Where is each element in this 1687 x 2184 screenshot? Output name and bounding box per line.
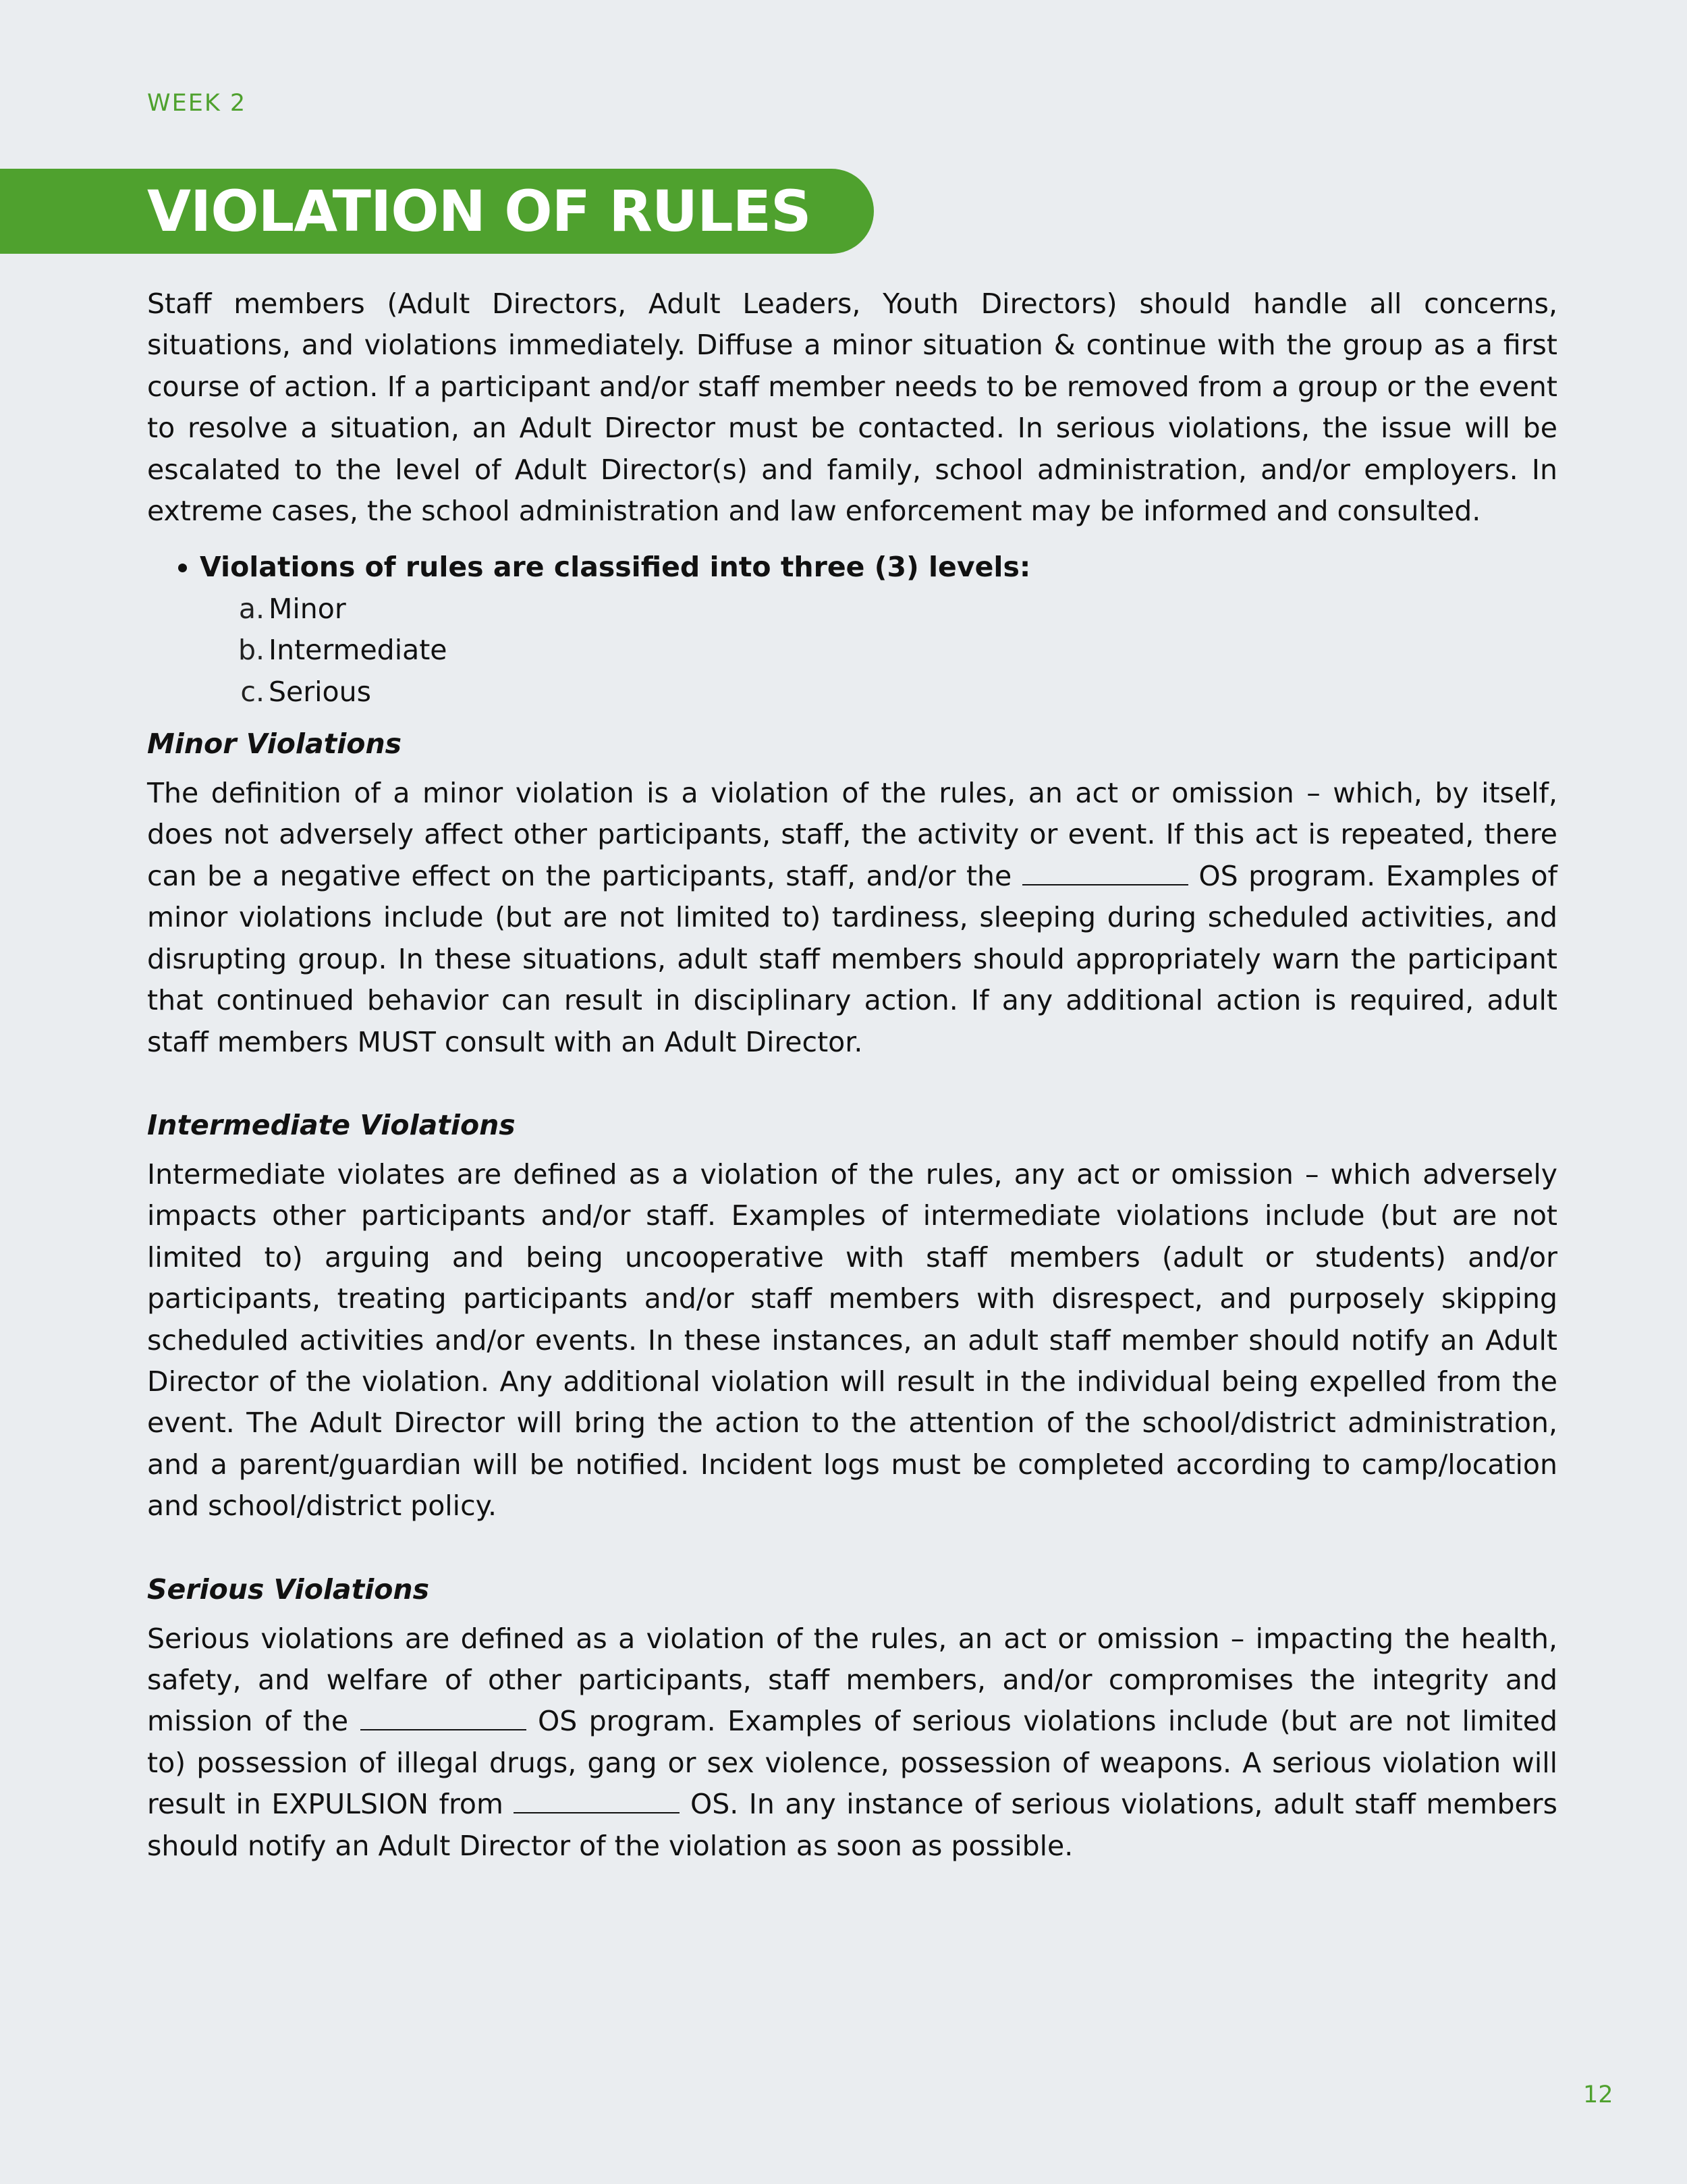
fill-in-blank	[514, 1812, 680, 1813]
levels-bullet	[200, 547, 1557, 713]
intro-paragraph: Staff members (Adult Directors, Adult Leaders, Youth Directors) should handle all concerns, situations, and violations immediately. Diffuse a minor situation & continue with the group as a first course of action. If a participant and/or staff member needs to be removed from a group or the event to resolve a situation, an Adult Director must be contacted. In serious violations, the issue will be escalated to the level of Adult Director(s) and family, school administration, and/or employers. In extreme cases, the school administration and law enforcement may be informed and consulted.	[147, 288, 1557, 528]
levels-sublist	[200, 589, 1557, 713]
minor-violations-paragraph	[147, 773, 1557, 1063]
list-item	[235, 630, 1557, 671]
intermediate-violations-paragraph: Intermediate violates are defined as a violation of the rules, any act or omission – which adversely impacts other participants and/or staff. Examples of intermediate violations include (but are not limited to) arguing and being uncooperative with staff members (adult or students) and/or participants, treating participants and/or staff members with disrespect, and purposely skipping scheduled activities and/or events. In these instances, an adult staff member should notify an Adult Director of the violation. Any additional violation will result in the individual being expelled from the event. The Adult Director will bring the action to the attention of the school/district administration, and a parent/guardian will be notified. Incident logs must be completed according to camp/location and school/district policy.	[147, 1157, 1557, 1523]
serious-violations-heading: Serious Violations	[147, 1573, 430, 1606]
document-body	[147, 283, 1557, 1867]
list-item	[235, 672, 1557, 713]
levels-heading: Violations of rules are classified into three (3) levels:	[200, 551, 1031, 584]
section-label: WEEK 2	[147, 90, 247, 117]
fill-in-blank	[1022, 884, 1188, 885]
list-marker: c.	[240, 675, 265, 708]
list-marker: a.	[238, 592, 265, 625]
minor-text-part-2: OS program. Examples of minor violations include (but are not limited to) tardiness, sleeping during scheduled activities, and disrupting group. In these situations, adult staff members should appropriately warn the participant that continued behavior can result in disciplinary action. If any additional action is required, adult staff members MUST consult with an Adult Director.	[147, 859, 1557, 1058]
page-number: 12	[1583, 2081, 1613, 2108]
level-label-minor: Minor	[269, 592, 346, 625]
serious-text-part-3: OS. In any instance of serious violations, adult staff members should notify an Adult Director of the violation as soon as possible.	[147, 1788, 1557, 1862]
list-item	[235, 589, 1557, 630]
serious-text-part-1: Serious violations are defined as a violation of the rules, an act or omission – impacting the health, safety, and welfare of other participants, staff members, and/or compromises the integrity and mission of the	[147, 1622, 1557, 1738]
levels-list	[147, 547, 1557, 713]
fill-in-blank	[360, 1729, 526, 1730]
intermediate-violations-heading: Intermediate Violations	[147, 1108, 516, 1141]
minor-text-part-1: The definition of a minor violation is a violation of the rules, an act or omission – which, by itself, does not adversely affect other participants, staff, the activity or event. If this act is repeated, there can be a negative effect on the participants, staff, and/or the	[147, 777, 1557, 892]
page-title: VIOLATION OF RULES	[147, 178, 811, 244]
level-label-serious: Serious	[269, 675, 371, 708]
serious-text-part-2: OS program. Examples of serious violations include (but are not limited to) possession of illegal drugs, gang or sex violence, possession of weapons. A serious violation will result in EXPULSION from	[147, 1705, 1557, 1821]
minor-violations-heading: Minor Violations	[147, 728, 402, 761]
list-marker: b.	[238, 634, 265, 667]
serious-violations-paragraph	[147, 1618, 1557, 1867]
level-label-intermediate: Intermediate	[269, 634, 447, 667]
